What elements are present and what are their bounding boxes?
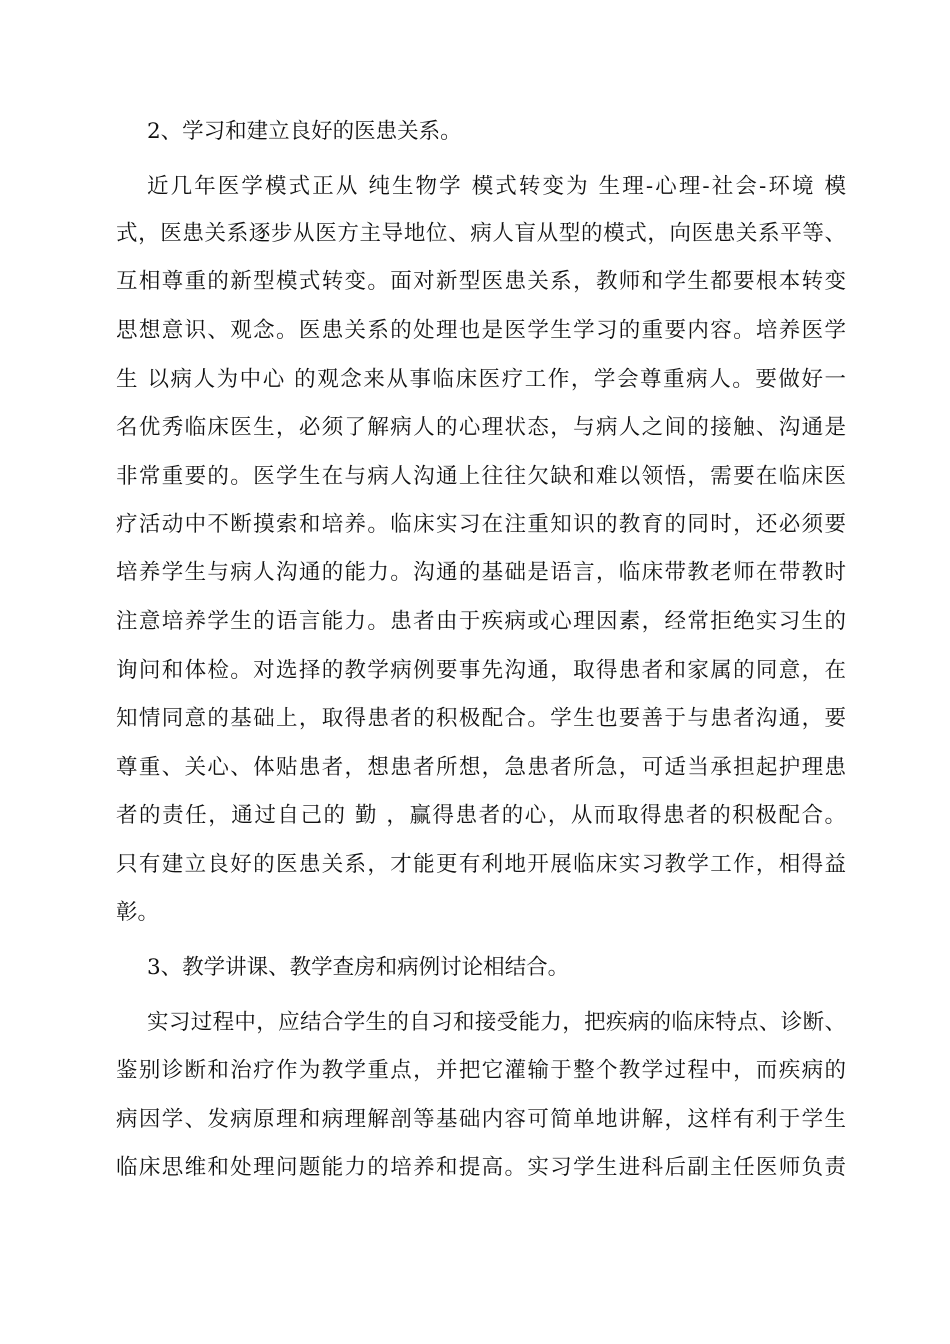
- paragraph-line: 近几年医学模式正从 纯生物学 模式转变为 生理-心理-社会-环境 模: [147, 174, 846, 199]
- paragraph-line: 生 以病人为中心 的观念来从事临床医疗工作，学会尊重病人。要做好一: [116, 367, 846, 392]
- paragraph-line: 疗活动中不断摸索和培养。临床实习在注重知识的教育的同时，还必须要: [116, 512, 846, 537]
- section-heading-3: 3、教学讲课、教学查房和病例讨论相结合。: [147, 955, 570, 980]
- paragraph-line: 思想意识、观念。医患关系的处理也是医学生学习的重要内容。培养医学: [116, 318, 846, 343]
- paragraph-line: 只有建立良好的医患关系，才能更有利地开展临床实习教学工作，相得益: [116, 852, 846, 877]
- paragraph-line: 尊重、关心、体贴患者，想患者所想，急患者所急，可适当承担起护理患: [116, 755, 846, 780]
- paragraph-line: 非常重要的。医学生在与病人沟通上往往欠缺和难以领悟，需要在临床医: [116, 464, 846, 489]
- paragraph-line: 注意培养学生的语言能力。患者由于疾病或心理因素，经常拒绝实习生的: [116, 609, 846, 634]
- paragraph-line: 者的责任，通过自己的 勤 ，赢得患者的心，从而取得患者的积极配合。: [116, 803, 846, 828]
- paragraph-line: 培养学生与病人沟通的能力。沟通的基础是语言，临床带教老师在带教时: [116, 560, 846, 585]
- paragraph-line: 实习过程中，应结合学生的自习和接受能力，把疾病的临床特点、诊断、: [147, 1010, 846, 1035]
- paragraph-line: 式，医患关系逐步从医方主导地位、病人盲从型的模式，向医患关系平等、: [116, 221, 846, 246]
- paragraph-line: 临床思维和处理问题能力的培养和提高。实习学生进科后副主任医师负责: [116, 1155, 846, 1180]
- paragraph-line: 知情同意的基础上，取得患者的积极配合。学生也要善于与患者沟通，要: [116, 706, 846, 731]
- paragraph-line: 病因学、发病原理和病理解剖等基础内容可简单地讲解，这样有利于学生: [116, 1107, 846, 1132]
- section-heading-2: 2、学习和建立良好的医患关系。: [147, 119, 462, 144]
- paragraph-line: 名优秀临床医生，必须了解病人的心理状态，与病人之间的接触、沟通是: [116, 415, 846, 440]
- paragraph-line: 互相尊重的新型模式转变。面对新型医患关系，教师和学生都要根本转变: [116, 269, 846, 294]
- paragraph-line: 彰。: [116, 900, 160, 925]
- paragraph-line: 鉴别诊断和治疗作为教学重点，并把它灌输于整个教学过程中，而疾病的: [116, 1058, 846, 1083]
- paragraph-line: 询问和体检。对选择的教学病例要事先沟通，取得患者和家属的同意，在: [116, 658, 846, 683]
